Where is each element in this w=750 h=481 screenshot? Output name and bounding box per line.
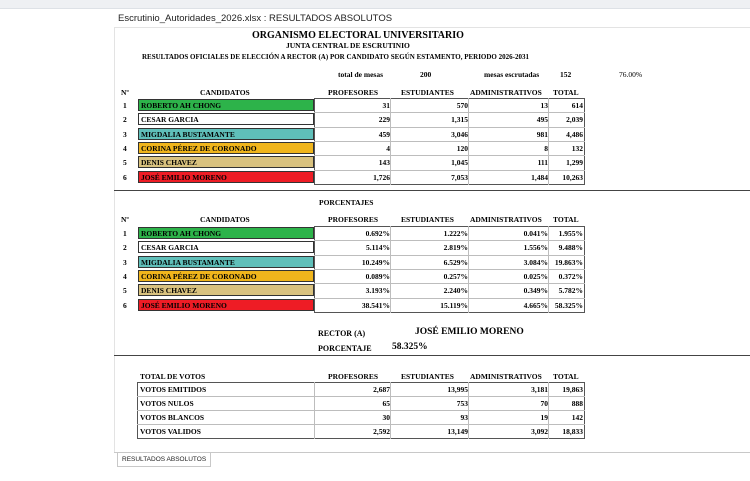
estudiantes-value[interactable]: 753 <box>456 399 468 408</box>
col-candidatos: CANDIDATOS <box>200 88 250 97</box>
administrativos-value[interactable]: 111 <box>537 158 548 168</box>
totals-row-label: VOTOS VALIDOS <box>140 427 201 436</box>
estudiantes-value[interactable]: 13,149 <box>447 427 468 436</box>
col-gridline <box>314 382 315 439</box>
row-number: 5 <box>123 286 127 296</box>
total-value[interactable]: 58.325% <box>554 300 583 310</box>
total-value[interactable]: 142 <box>571 413 583 422</box>
estudiantes-value[interactable]: 0.257% <box>443 271 468 281</box>
mesas-percent: 76.00% <box>619 70 643 79</box>
org-title: ORGANISMO ELECTORAL UNIVERSITARIO <box>252 30 464 41</box>
total-value[interactable]: 1,299 <box>566 158 583 168</box>
rector-name: JOSÉ EMILIO MORENO <box>415 327 524 337</box>
row-gridline <box>137 410 585 411</box>
profesores-value[interactable]: 3.193% <box>365 286 390 296</box>
col-estudiantes: ESTUDIANTES <box>401 88 454 97</box>
row-number: 6 <box>123 172 127 182</box>
row-gridline <box>314 112 585 113</box>
candidate-name-cell[interactable]: ROBERTO AH CHONG <box>138 227 314 239</box>
totals-row-label: VOTOS NULOS <box>140 399 194 408</box>
estudiantes-value[interactable]: 570 <box>456 101 468 110</box>
col-n: Nº <box>121 215 129 224</box>
window-title: Escrutinio_Autoridades_2026.xlsx : RESULTADOS ABSOLUTOS <box>118 13 393 24</box>
candidate-name-cell[interactable]: CORINA PÉREZ DE CORONADO <box>138 142 314 154</box>
profesores-value[interactable]: 31 <box>382 101 390 110</box>
estudiantes-value[interactable]: 1.222% <box>443 229 468 238</box>
administrativos-value[interactable]: 0.025% <box>523 271 548 281</box>
col-gridline <box>468 98 469 185</box>
candidate-name-cell[interactable]: ROBERTO AH CHONG <box>138 99 314 111</box>
col-profesores: PROFESORES <box>328 372 379 381</box>
profesores-value[interactable]: 143 <box>378 158 390 168</box>
administrativos-value[interactable]: 19 <box>540 413 548 422</box>
totals-row-label: VOTOS BLANCOS <box>140 413 205 422</box>
candidate-name-cell[interactable]: JOSÉ EMILIO MORENO <box>138 299 314 311</box>
estudiantes-value[interactable]: 13,995 <box>447 385 468 394</box>
candidate-name-cell[interactable]: MIGDALIA BUSTAMANTE <box>138 256 314 268</box>
row-gridline <box>314 269 585 270</box>
row-gridline <box>314 141 585 142</box>
administrativos-value[interactable]: 70 <box>540 399 548 408</box>
col-profesores: PROFESORES <box>328 88 379 97</box>
report-subtitle: RESULTADOS OFICIALES DE ELECCIÓN A RECTOR (A) POR CANDIDATO SEGÚN ESTAMENTO, PERIODO 2026-2031 <box>142 53 529 61</box>
col-profesores: PROFESORES <box>328 215 379 224</box>
candidate-name-cell[interactable]: CESAR GARCIA <box>138 113 314 125</box>
administrativos-value[interactable]: 3.084% <box>523 257 548 267</box>
profesores-value[interactable]: 229 <box>378 115 390 125</box>
estudiantes-value[interactable]: 6.529% <box>443 257 468 267</box>
total-value[interactable]: 132 <box>571 143 583 153</box>
profesores-value[interactable]: 5.114% <box>366 243 390 253</box>
administrativos-value[interactable]: 13 <box>540 101 548 110</box>
col-candidatos: CANDIDATOS <box>200 215 250 224</box>
administrativos-value[interactable]: 3,092 <box>531 427 548 436</box>
row-number: 3 <box>123 257 127 267</box>
totales-title: TOTAL DE VOTOS <box>140 372 206 381</box>
row-gridline <box>314 170 585 171</box>
estudiantes-value[interactable]: 7,053 <box>451 172 468 182</box>
mesas-escrutadas-label: mesas escrutadas <box>484 70 540 79</box>
row-gridline <box>314 240 585 241</box>
row-gridline <box>314 255 585 256</box>
estudiantes-value[interactable]: 15.119% <box>440 300 468 310</box>
row-number: 2 <box>123 243 127 253</box>
profesores-value[interactable]: 30 <box>382 413 390 422</box>
total-value[interactable]: 19,863 <box>562 385 583 394</box>
divider <box>114 355 750 356</box>
rector-label: RECTOR (A) <box>318 329 366 338</box>
profesores-value[interactable]: 4 <box>386 143 390 153</box>
totals-row-label: VOTOS EMITIDOS <box>140 385 207 394</box>
col-total: TOTAL <box>553 215 579 224</box>
profesores-value[interactable]: 0.089% <box>365 271 390 281</box>
row-gridline <box>314 298 585 299</box>
col-gridline <box>390 226 391 313</box>
total-value[interactable]: 4,486 <box>566 129 583 139</box>
col-gridline <box>390 98 391 185</box>
estudiantes-value[interactable]: 3,046 <box>451 129 468 139</box>
total-value[interactable]: 19.863% <box>554 257 583 267</box>
total-value[interactable]: 9.488% <box>558 243 583 253</box>
total-value[interactable]: 1.955% <box>558 229 583 238</box>
estudiantes-value[interactable]: 2.819% <box>443 243 468 253</box>
profesores-value[interactable]: 0.692% <box>365 229 390 238</box>
sheet-tab-resultados-absolutos[interactable]: RESULTADOS ABSOLUTOS <box>117 453 211 467</box>
row-number: 1 <box>123 101 127 110</box>
col-gridline <box>548 382 549 439</box>
col-gridline <box>468 226 469 313</box>
estudiantes-value[interactable]: 1,045 <box>451 158 468 168</box>
estudiantes-value[interactable]: 2.240% <box>443 286 468 296</box>
col-total: TOTAL <box>553 88 579 97</box>
row-number: 5 <box>123 158 127 168</box>
profesores-value[interactable]: 65 <box>382 399 390 408</box>
col-gridline <box>468 382 469 439</box>
total-value[interactable]: 614 <box>571 101 583 110</box>
candidate-name-cell[interactable]: CORINA PÉREZ DE CORONADO <box>138 270 314 282</box>
col-gridline <box>390 382 391 439</box>
mesas-escrutadas-value: 152 <box>560 70 572 79</box>
total-value[interactable]: 2,039 <box>566 115 583 125</box>
row-gridline <box>314 155 585 156</box>
col-total: TOTAL <box>553 372 579 381</box>
administrativos-value[interactable]: 8 <box>544 143 548 153</box>
porcentaje-value: 58.325% <box>392 342 428 352</box>
candidate-name-cell[interactable]: DENIS CHAVEZ <box>138 156 314 168</box>
administrativos-value[interactable]: 495 <box>536 115 548 125</box>
total-value[interactable]: 888 <box>571 399 583 408</box>
profesores-value[interactable]: 2,687 <box>373 385 390 394</box>
candidate-name-cell[interactable]: CESAR GARCIA <box>138 241 314 253</box>
administrativos-value[interactable]: 1.556% <box>523 243 548 253</box>
profesores-value[interactable]: 2,592 <box>373 427 390 436</box>
administrativos-value[interactable]: 4.665% <box>523 300 548 310</box>
row-gridline <box>137 396 585 397</box>
profesores-value[interactable]: 38.541% <box>361 300 390 310</box>
administrativos-value[interactable]: 3,181 <box>531 385 548 394</box>
candidate-name-cell[interactable]: DENIS CHAVEZ <box>138 284 314 296</box>
row-number: 4 <box>123 143 127 153</box>
col-estudiantes: ESTUDIANTES <box>401 215 454 224</box>
row-number: 2 <box>123 115 127 125</box>
col-gridline <box>548 98 549 185</box>
profesores-value[interactable]: 1,726 <box>373 172 390 182</box>
row-number: 6 <box>123 300 127 310</box>
total-value[interactable]: 10,263 <box>562 172 583 182</box>
col-n: Nº <box>121 88 129 97</box>
row-gridline <box>314 127 585 128</box>
administrativos-value[interactable]: 1,484 <box>531 172 548 182</box>
porcentaje-label: PORCENTAJE <box>318 344 372 353</box>
junta-title: JUNTA CENTRAL DE ESCRUTINIO <box>286 41 410 50</box>
col-estudiantes: ESTUDIANTES <box>401 372 454 381</box>
row-number: 4 <box>123 271 127 281</box>
estudiantes-value[interactable]: 93 <box>460 413 468 422</box>
row-number: 1 <box>123 229 127 238</box>
col-administrativos: ADMINISTRATIVOS <box>470 215 542 224</box>
total-mesas-value: 200 <box>420 70 432 79</box>
candidate-name-cell[interactable]: MIGDALIA BUSTAMANTE <box>138 128 314 140</box>
col-administrativos: ADMINISTRATIVOS <box>470 88 542 97</box>
administrativos-value[interactable]: 0.041% <box>523 229 548 238</box>
total-value[interactable]: 18,833 <box>562 427 583 436</box>
profesores-value[interactable]: 459 <box>378 129 390 139</box>
total-value[interactable]: 0.372% <box>558 271 583 281</box>
row-number: 3 <box>123 129 127 139</box>
administrativos-value[interactable]: 0.349% <box>523 286 548 296</box>
administrativos-value[interactable]: 981 <box>536 129 548 139</box>
col-gridline <box>548 226 549 313</box>
candidate-name-cell[interactable]: JOSÉ EMILIO MORENO <box>138 171 314 183</box>
total-mesas-label: total de mesas <box>338 70 383 79</box>
porcentajes-title: PORCENTAJES <box>319 198 374 207</box>
estudiantes-value[interactable]: 1,315 <box>451 115 468 125</box>
divider <box>114 190 750 191</box>
total-value[interactable]: 5.782% <box>558 286 583 296</box>
row-gridline <box>137 424 585 425</box>
profesores-value[interactable]: 10.249% <box>361 257 390 267</box>
estudiantes-value[interactable]: 120 <box>456 143 468 153</box>
col-administrativos: ADMINISTRATIVOS <box>470 372 542 381</box>
window-top-bar <box>0 0 750 9</box>
row-gridline <box>314 283 585 284</box>
